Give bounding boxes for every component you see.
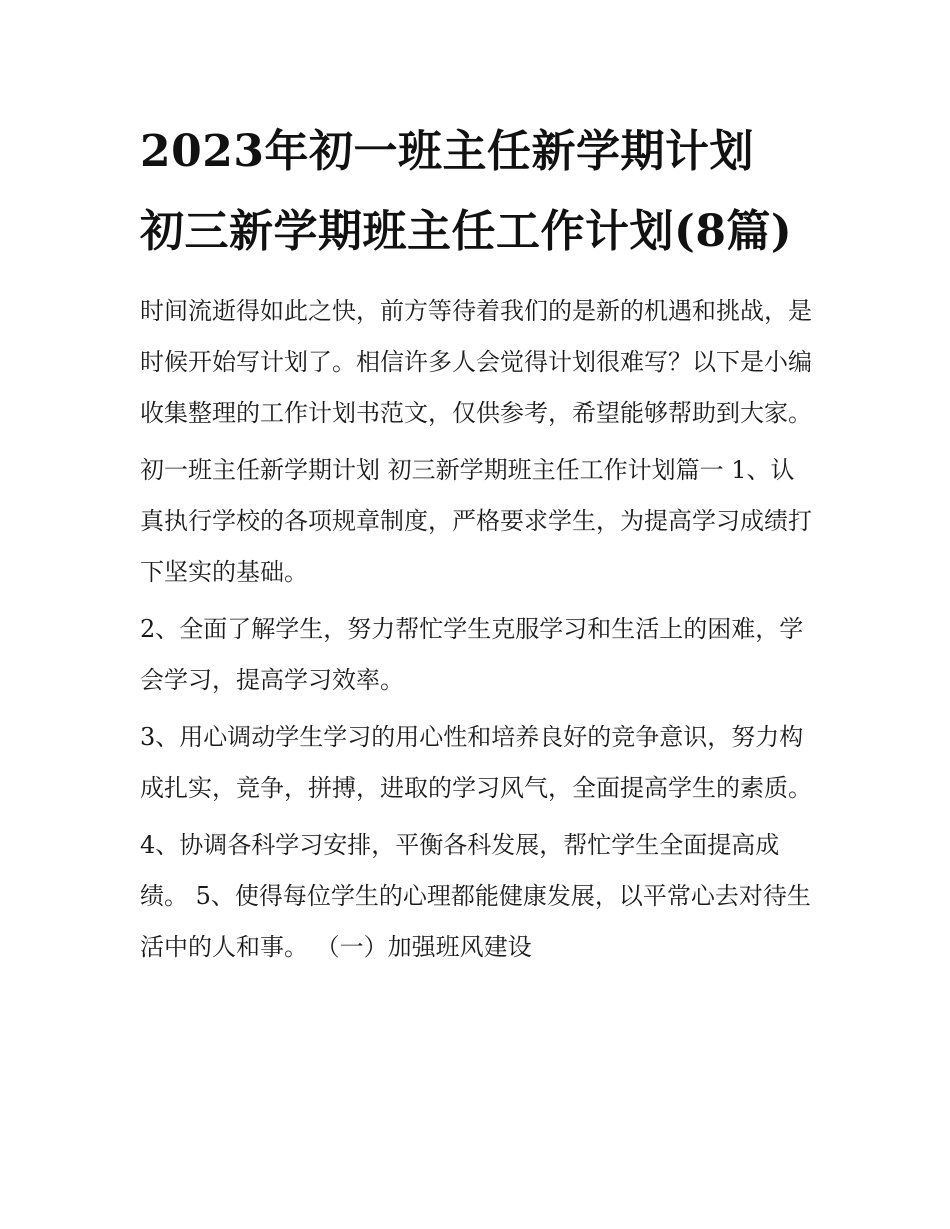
paragraph-item-4-5: 4、协调各科学习安排，平衡各科发展，帮忙学生全面提高成绩。 5、使得每位学生的心理都能健康发展，以平常心去对待生活中的人和事。 （一）加强班风建设 (140, 831, 811, 961)
intro-paragraph: 时间流逝得如此之快，前方等待着我们的是新的机遇和挑战，是时候开始写计划了。相信许多人会觉得计划很难写？以下是小编收集整理的工作计划书范文，仅供参考，希望能够帮助到大家。 (140, 297, 812, 427)
paragraph-item-3: 3、用心调动学生学习的用心性和培养良好的竞争意识，努力构成扎实，竞争，拼搏，进取的学习风气，全面提高学生的素质。 (140, 723, 812, 802)
document-title: 2023年初一班主任新学期计划 初三新学期班主任工作计划(8篇) (140, 126, 793, 257)
document-body (140, 112, 812, 979)
paragraph-item-1: 初一班主任新学期计划 初三新学期班主任工作计划篇一 1、认真执行学校的各项规章制度，严格要求学生，为提高学习成绩打下坚实的基础。 (140, 456, 812, 586)
paragraph-item-2: 2、全面了解学生，努力帮忙学生克服学习和生活上的困难，学会学习，提高学习效率。 (140, 615, 804, 694)
